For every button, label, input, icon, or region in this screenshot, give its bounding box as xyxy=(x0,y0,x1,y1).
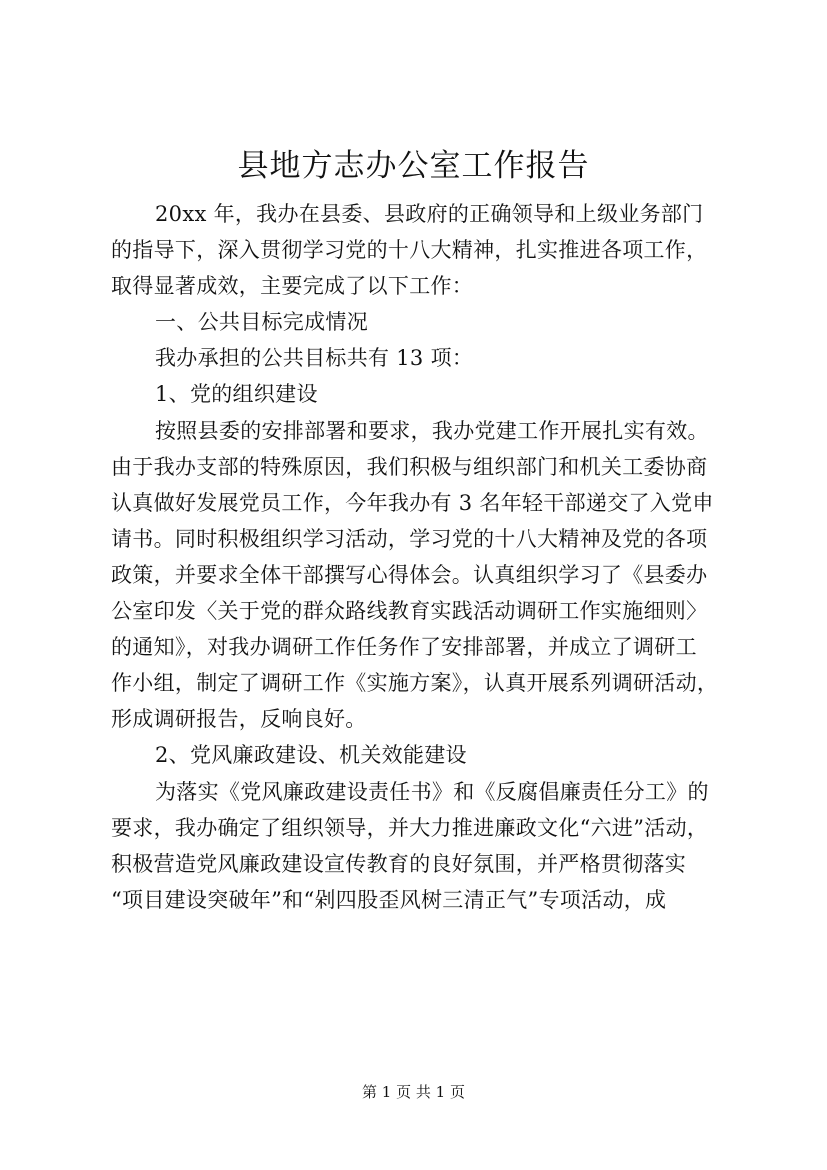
body-line: 由于我办支部的特殊原因，我们积极与组织部门和机关工委协商 xyxy=(111,454,708,479)
body-line: 一、公共目标完成情况 xyxy=(155,310,368,335)
body-line: 公室印发〈关于党的群众路线教育实践活动调研工作实施细则〉 xyxy=(111,599,708,624)
body-line: 的指导下，深入贯彻学习党的十八大精神，扎实推进各项工作， xyxy=(111,238,708,263)
body-line: 20xx 年，我办在县委、县政府的正确领导和上级业务部门 xyxy=(155,202,704,226)
body-line: 请书。同时积极组织学习活动，学习党的十八大精神及党的各项 xyxy=(111,526,708,551)
body-line: 要求，我办确定了组织领导，并大力推进廉政文化“六进”活动， xyxy=(111,815,709,840)
body-line: 认真做好发展党员工作，今年我办有 3 名年轻干部递交了入党申 xyxy=(111,490,714,515)
body-line: 积极营造党风廉政建设宣传教育的良好氛围，并严格贯彻落实 xyxy=(111,851,687,876)
body-line: 的通知》，对我办调研工作任务作了安排部署，并成立了调研工 xyxy=(111,635,697,660)
body-line: 为落实《党风廉政建设责任书》和《反腐倡廉责任分工》的 xyxy=(155,779,709,804)
body-line: 1、党的组织建设 xyxy=(155,382,318,407)
body-line: 作小组，制定了调研工作《实施方案》，认真开展系列调研活动， xyxy=(111,671,719,696)
body-line: 2、党风廉政建设、机关效能建设 xyxy=(155,743,467,768)
document-body xyxy=(111,196,719,918)
body-line: 取得显著成效，主要完成了以下工作： xyxy=(111,274,474,299)
body-line: 按照县委的安排部署和要求，我办党建工作开展扎实有效。 xyxy=(155,418,709,443)
body-line: 政策，并要求全体干部撰写心得体会。认真组织学习了《县委办 xyxy=(111,562,708,587)
body-line: “项目建设突破年”和“剁四股歪风树三清正气”专项活动，成 xyxy=(111,887,667,912)
body-line: 形成调研报告，反响良好。 xyxy=(111,707,367,732)
page-footer: 第 1 页 共 1 页 xyxy=(362,1083,465,1101)
body-line: 我办承担的公共目标共有 13 项： xyxy=(155,346,474,371)
document-title: 县地方志办公室工作报告 xyxy=(237,148,590,184)
